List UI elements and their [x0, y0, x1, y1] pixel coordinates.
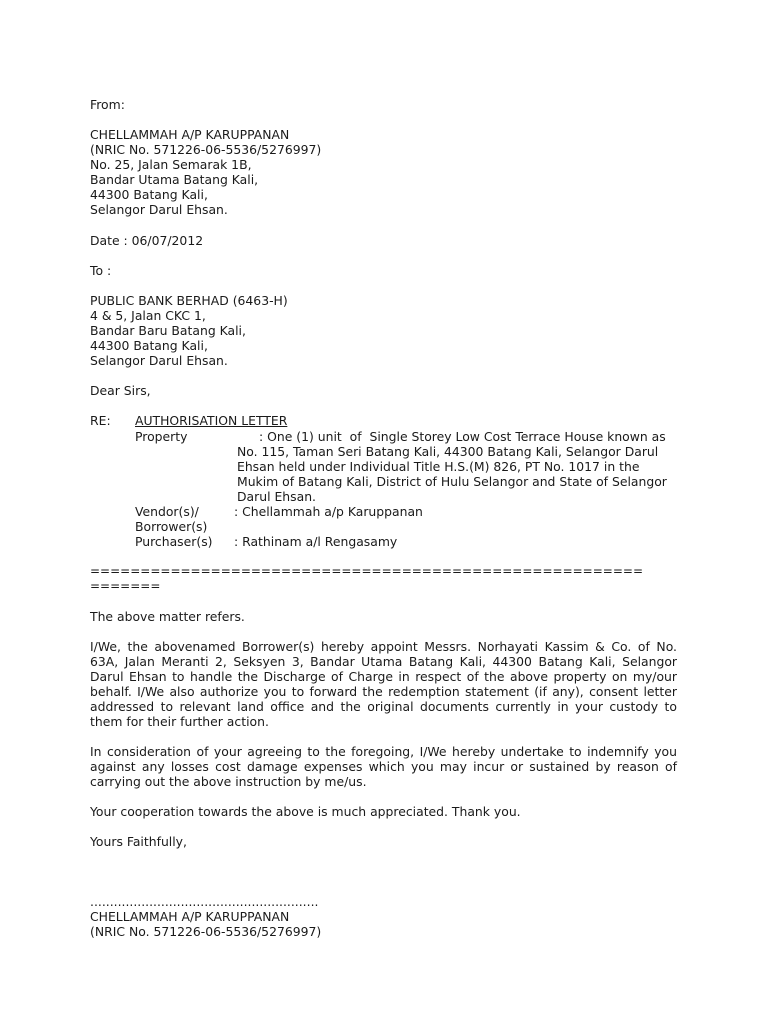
re-label: RE:	[90, 413, 111, 428]
separator-line: =======================================================	[90, 564, 644, 578]
sender-address-line: 44300 Batang Kali,	[90, 187, 208, 202]
signatory-name: CHELLAMMAH A/P KARUPPANAN	[90, 909, 290, 924]
sender-address-line: Bandar Utama Batang Kali,	[90, 172, 259, 187]
sender-address-line: No. 25, Jalan Semarak 1B,	[90, 157, 252, 172]
letter-date: Date : 06/07/2012	[90, 233, 204, 248]
recipient-name: PUBLIC BANK BERHAD (6463-H)	[90, 293, 288, 308]
closing: Yours Faithfully,	[90, 834, 187, 849]
property-value-continued: No. 115, Taman Seri Batang Kali, 44300 Batang Kali, Selangor Darul Ehsan held under Individual Title H.S.(M) 826, PT No. 1017 in the Mukim of Batang Kali, District of Hulu Selangor and State of Selangor Darul Ehsan.	[237, 444, 667, 504]
body-paragraph: I/We, the abovenamed Borrower(s) hereby appoint Messrs. Norhayati Kassim & Co. of No. 63A, Jalan Meranti 2, Seksyen 3, Bandar Utama Batang Kali, 44300 Batang Kali, Selangor Darul Ehsan to handle the Discharge of Charge in respect of the above property on my/our behalf. I/We also authorize you to forward the redemption statement (if any), consent letter addressed to relevant land office and the original documents currently in your custody to them for their further action.	[90, 639, 677, 729]
recipient-address-line: 4 & 5, Jalan CKC 1,	[90, 308, 206, 323]
sender-address-line: Selangor Darul Ehsan.	[90, 202, 228, 217]
recipient-address-line: 44300 Batang Kali,	[90, 338, 208, 353]
body-paragraph: In consideration of your agreeing to the foregoing, I/We hereby undertake to indemnify you against any losses cost damage expenses which you may incur or sustained by reason of carrying out the above instruction by me/us.	[90, 744, 677, 789]
separator-line-wrap: =======	[90, 579, 161, 593]
property-label: Property	[135, 429, 188, 444]
salutation: Dear Sirs,	[90, 383, 151, 398]
vendor-value: : Chellammah a/p Karuppanan	[234, 504, 423, 519]
vendor-label: Vendor(s)/	[135, 504, 199, 519]
to-label: To :	[90, 263, 112, 278]
sender-name: CHELLAMMAH A/P KARUPPANAN	[90, 127, 290, 142]
purchaser-label: Purchaser(s)	[135, 534, 213, 549]
recipient-address-line: Bandar Baru Batang Kali,	[90, 323, 246, 338]
sender-nric: (NRIC No. 571226-06-5536/5276997)	[90, 142, 322, 157]
from-label: From:	[90, 97, 125, 112]
signatory-nric: (NRIC No. 571226-06-5536/5276997)	[90, 924, 322, 939]
property-value-first-line: : One (1) unit of Single Storey Low Cost Terrace House known as	[259, 429, 666, 444]
signature-line: ..........................................................	[90, 894, 319, 909]
recipient-address-line: Selangor Darul Ehsan.	[90, 353, 228, 368]
purchaser-value: : Rathinam a/l Rengasamy	[234, 534, 398, 549]
re-title: AUTHORISATION LETTER	[135, 413, 288, 428]
body-paragraph: The above matter refers.	[90, 609, 245, 624]
borrower-label: Borrower(s)	[135, 519, 208, 534]
body-paragraph: Your cooperation towards the above is much appreciated. Thank you.	[90, 804, 521, 819]
